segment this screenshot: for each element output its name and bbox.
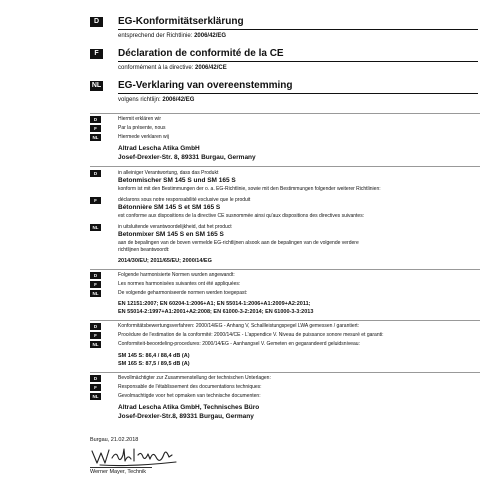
badge-de: D bbox=[90, 116, 101, 123]
badge-fr: F bbox=[90, 125, 101, 132]
title-de: EG-Konformitätserklärung bbox=[118, 15, 478, 30]
badge-de: D bbox=[90, 375, 101, 382]
noise-text-de: Konformitätsbewertungsverfahren: 2000/14/EG - Anhang V, Schallleistungspegel LWA gemessen / garantiert: bbox=[118, 323, 360, 329]
separator bbox=[90, 320, 480, 321]
noise-sm165: SM 165 S: 87,5 / 89,5 dB (A) bbox=[118, 361, 190, 367]
docs-text-nl: Gevolmachtigde voor het opmaken van technische documenten: bbox=[118, 393, 261, 399]
directives-list: 2014/30/EU; 2011/65/EU; 2000/14/EG bbox=[118, 258, 212, 264]
product-conf-de: konform ist mit den Bestimmungen der o. a. EG-Richtlinie, sowie mit den Bestimmungen folgender weiterer Richtlinien: bbox=[118, 186, 381, 192]
docs-text-de: Bevollmächtigter zur Zusammenstellung der technischen Unterlagen: bbox=[118, 375, 271, 381]
lang-badge-nl: NL bbox=[91, 82, 102, 89]
norms-text-fr: Les normes harmonisées suivantes ont été appliquées: bbox=[118, 281, 241, 287]
subtitle-de: entsprechend der Richtlinie: 2006/42/EG bbox=[118, 33, 227, 39]
declare-text-nl: Hiermede verklaren wij bbox=[118, 134, 169, 140]
lang-badge-fr: F bbox=[90, 49, 103, 59]
noise-sm145: SM 145 S: 86,4 / 88,4 dB (A) bbox=[118, 353, 190, 359]
signer-name: Werner Mayer, Technik bbox=[90, 469, 147, 475]
product-conf-nl-2: richtlijnen beantwoordt: bbox=[118, 247, 170, 253]
norms-text-de: Folgende harmonisierte Normen wurden angewandt: bbox=[118, 272, 235, 278]
product-intro-nl: in uitsluitende verantwoordelijkheid, dat het product bbox=[118, 224, 232, 230]
badge-fr: F bbox=[90, 197, 101, 204]
product-intro-de: in alleiniger Verantwortung, dass das Produkt bbox=[118, 170, 219, 176]
title-fr: Déclaration de conformité de la CE bbox=[118, 47, 478, 62]
norms-text-nl: De volgende geharmoniseerde normen werden toegepast: bbox=[118, 290, 248, 296]
separator bbox=[90, 372, 480, 373]
noise-text-nl: Conformiteit-beoordeling-procedures: 2000/14/EG - Aanhangsel V. Gemeten en gegarandeerd geluidsniveau: bbox=[118, 341, 360, 347]
docs-text-fr: Responsable de l'établissement des documentations techniques: bbox=[118, 384, 262, 390]
product-name-de: Betonmischer SM 145 S und SM 165 S bbox=[118, 177, 236, 184]
declaration-body bbox=[20, 0, 480, 500]
subtitle-fr: conformément à la directive: 2006/42/CE bbox=[118, 65, 227, 71]
badge-fr: F bbox=[90, 332, 101, 339]
badge-fr: F bbox=[90, 281, 101, 288]
company-address: Josef-Drexler-Str. 8, 89331 Burgau, Germany bbox=[118, 154, 256, 161]
norms-list-1: EN 12151:2007; EN 60204-1:2006+A1; EN 55014-1:2006+A1:2009+A2:2011; bbox=[118, 301, 311, 307]
badge-de: D bbox=[90, 170, 101, 177]
subtitle-nl: volgens richtlijn: 2006/42/EG bbox=[118, 97, 195, 103]
docs-company: Altrad Lescha Atika GmbH, Technisches Büro bbox=[118, 404, 260, 411]
declare-text-de: Hiermit erklären wir bbox=[118, 116, 162, 122]
declare-text-fr: Par la présente, nous bbox=[118, 125, 166, 131]
docs-address: Josef-Drexler-Str.8, 89331 Burgau, Germany bbox=[118, 413, 254, 420]
product-intro-fr: déclarons sous notre responsabilité exclusive que le produit bbox=[118, 197, 251, 203]
badge-de: D bbox=[90, 323, 101, 330]
place-date: Burgau, 21.02.2018 bbox=[90, 437, 139, 443]
signature-image bbox=[90, 445, 180, 469]
badge-nl: NL bbox=[90, 290, 101, 297]
product-conf-nl-1: aan de bepalingen van de boven vermelde EG-richtlijnen alsook aan de bepalingen van de volgende verdere bbox=[118, 240, 359, 246]
separator bbox=[90, 166, 480, 167]
badge-nl: NL bbox=[90, 134, 101, 141]
badge-fr: F bbox=[90, 384, 101, 391]
lang-badge-de: D bbox=[90, 17, 103, 27]
company-name: Altrad Lescha Atika GmbH bbox=[118, 145, 200, 152]
separator bbox=[90, 113, 480, 114]
product-conf-fr: est conforme aux dispositions de la directive CE susnommée ainsi qu'aux dispositions des directives suivantes: bbox=[118, 213, 365, 219]
signature-line bbox=[90, 467, 152, 468]
noise-text-fr: Procédure de l'estimation de la conformité: 2000/14/CE - L'appendice V. Niveau de puissance sonore mesuré et garanti: bbox=[118, 332, 384, 338]
badge-nl: NL bbox=[90, 341, 101, 348]
product-name-nl: Betonmixer SM 145 S en SM 165 S bbox=[118, 231, 224, 238]
badge-nl: NL bbox=[90, 224, 101, 231]
title-nl: EG-Verklaring van overeenstemming bbox=[118, 79, 478, 94]
badge-nl: NL bbox=[90, 393, 101, 400]
separator bbox=[90, 269, 480, 270]
product-name-fr: Bétonnière SM 145 S et SM 165 S bbox=[118, 204, 221, 211]
norms-list-2: EN 55014-2:1997+A1:2001+A2:2008; EN 61000-3-2:2014; EN 61000-3-3:2013 bbox=[118, 309, 314, 315]
badge-de: D bbox=[90, 272, 101, 279]
